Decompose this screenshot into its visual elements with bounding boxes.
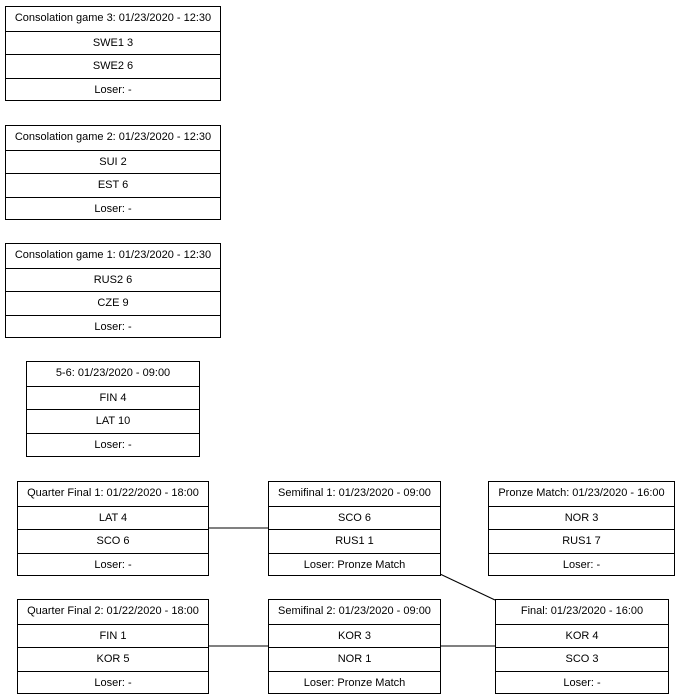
match-header: Consolation game 2: 01/23/2020 - 12:30 (14, 131, 212, 143)
loser-row: Loser: - (18, 553, 208, 577)
match-header: Quarter Final 1: 01/22/2020 - 18:00 (27, 487, 199, 499)
match-5-6 (26, 361, 200, 457)
match-quarter-final-2 (17, 599, 209, 694)
team-row: KOR 4 (496, 624, 668, 648)
match-header: Pronze Match: 01/23/2020 - 16:00 (498, 487, 665, 499)
match-consolation-game-1 (5, 243, 221, 338)
match-header: Consolation game 1: 01/23/2020 - 12:30 (14, 249, 212, 261)
match-semifinal-2 (268, 599, 441, 694)
match-header: Semifinal 2: 01/23/2020 - 09:00 (278, 605, 431, 617)
match-header: Final: 01/23/2020 - 16:00 (520, 605, 644, 617)
loser-row: Loser: - (489, 553, 674, 577)
team-row: SCO 3 (496, 647, 668, 671)
team-row: RUS1 1 (269, 529, 440, 553)
team-row: NOR 3 (489, 506, 674, 530)
team-row: NOR 1 (269, 647, 440, 671)
match-consolation-game-3 (5, 6, 221, 101)
team-row: FIN 1 (18, 624, 208, 648)
match-header: 5-6: 01/23/2020 - 09:00 (55, 367, 171, 379)
team-row: LAT 4 (18, 506, 208, 530)
team-row: SUI 2 (6, 150, 220, 174)
team-row: CZE 9 (6, 291, 220, 315)
loser-row: Loser: - (496, 671, 668, 695)
match-final (495, 599, 669, 694)
team-row: LAT 10 (27, 409, 199, 433)
match-pronze-match (488, 481, 675, 576)
match-header: Consolation game 3: 01/23/2020 - 12:30 (14, 12, 212, 24)
connector-sf1-final (440, 574, 495, 600)
team-row: RUS2 6 (6, 268, 220, 292)
loser-row: Loser: - (27, 433, 199, 457)
loser-row: Loser: Pronze Match (269, 553, 440, 577)
match-semifinal-1 (268, 481, 441, 576)
match-header: Quarter Final 2: 01/22/2020 - 18:00 (27, 605, 199, 617)
loser-row: Loser: - (6, 315, 220, 339)
team-row: SWE2 6 (6, 54, 220, 78)
team-row: RUS1 7 (489, 529, 674, 553)
match-consolation-game-2 (5, 125, 221, 220)
team-row: SCO 6 (269, 506, 440, 530)
loser-row: Loser: - (18, 671, 208, 695)
team-row: EST 6 (6, 173, 220, 197)
team-row: SCO 6 (18, 529, 208, 553)
loser-row: Loser: - (6, 78, 220, 102)
match-quarter-final-1 (17, 481, 209, 576)
match-header: Semifinal 1: 01/23/2020 - 09:00 (278, 487, 431, 499)
team-row: FIN 4 (27, 386, 199, 410)
team-row: KOR 5 (18, 647, 208, 671)
team-row: SWE1 3 (6, 31, 220, 55)
loser-row: Loser: Pronze Match (269, 671, 440, 695)
team-row: KOR 3 (269, 624, 440, 648)
loser-row: Loser: - (6, 197, 220, 221)
